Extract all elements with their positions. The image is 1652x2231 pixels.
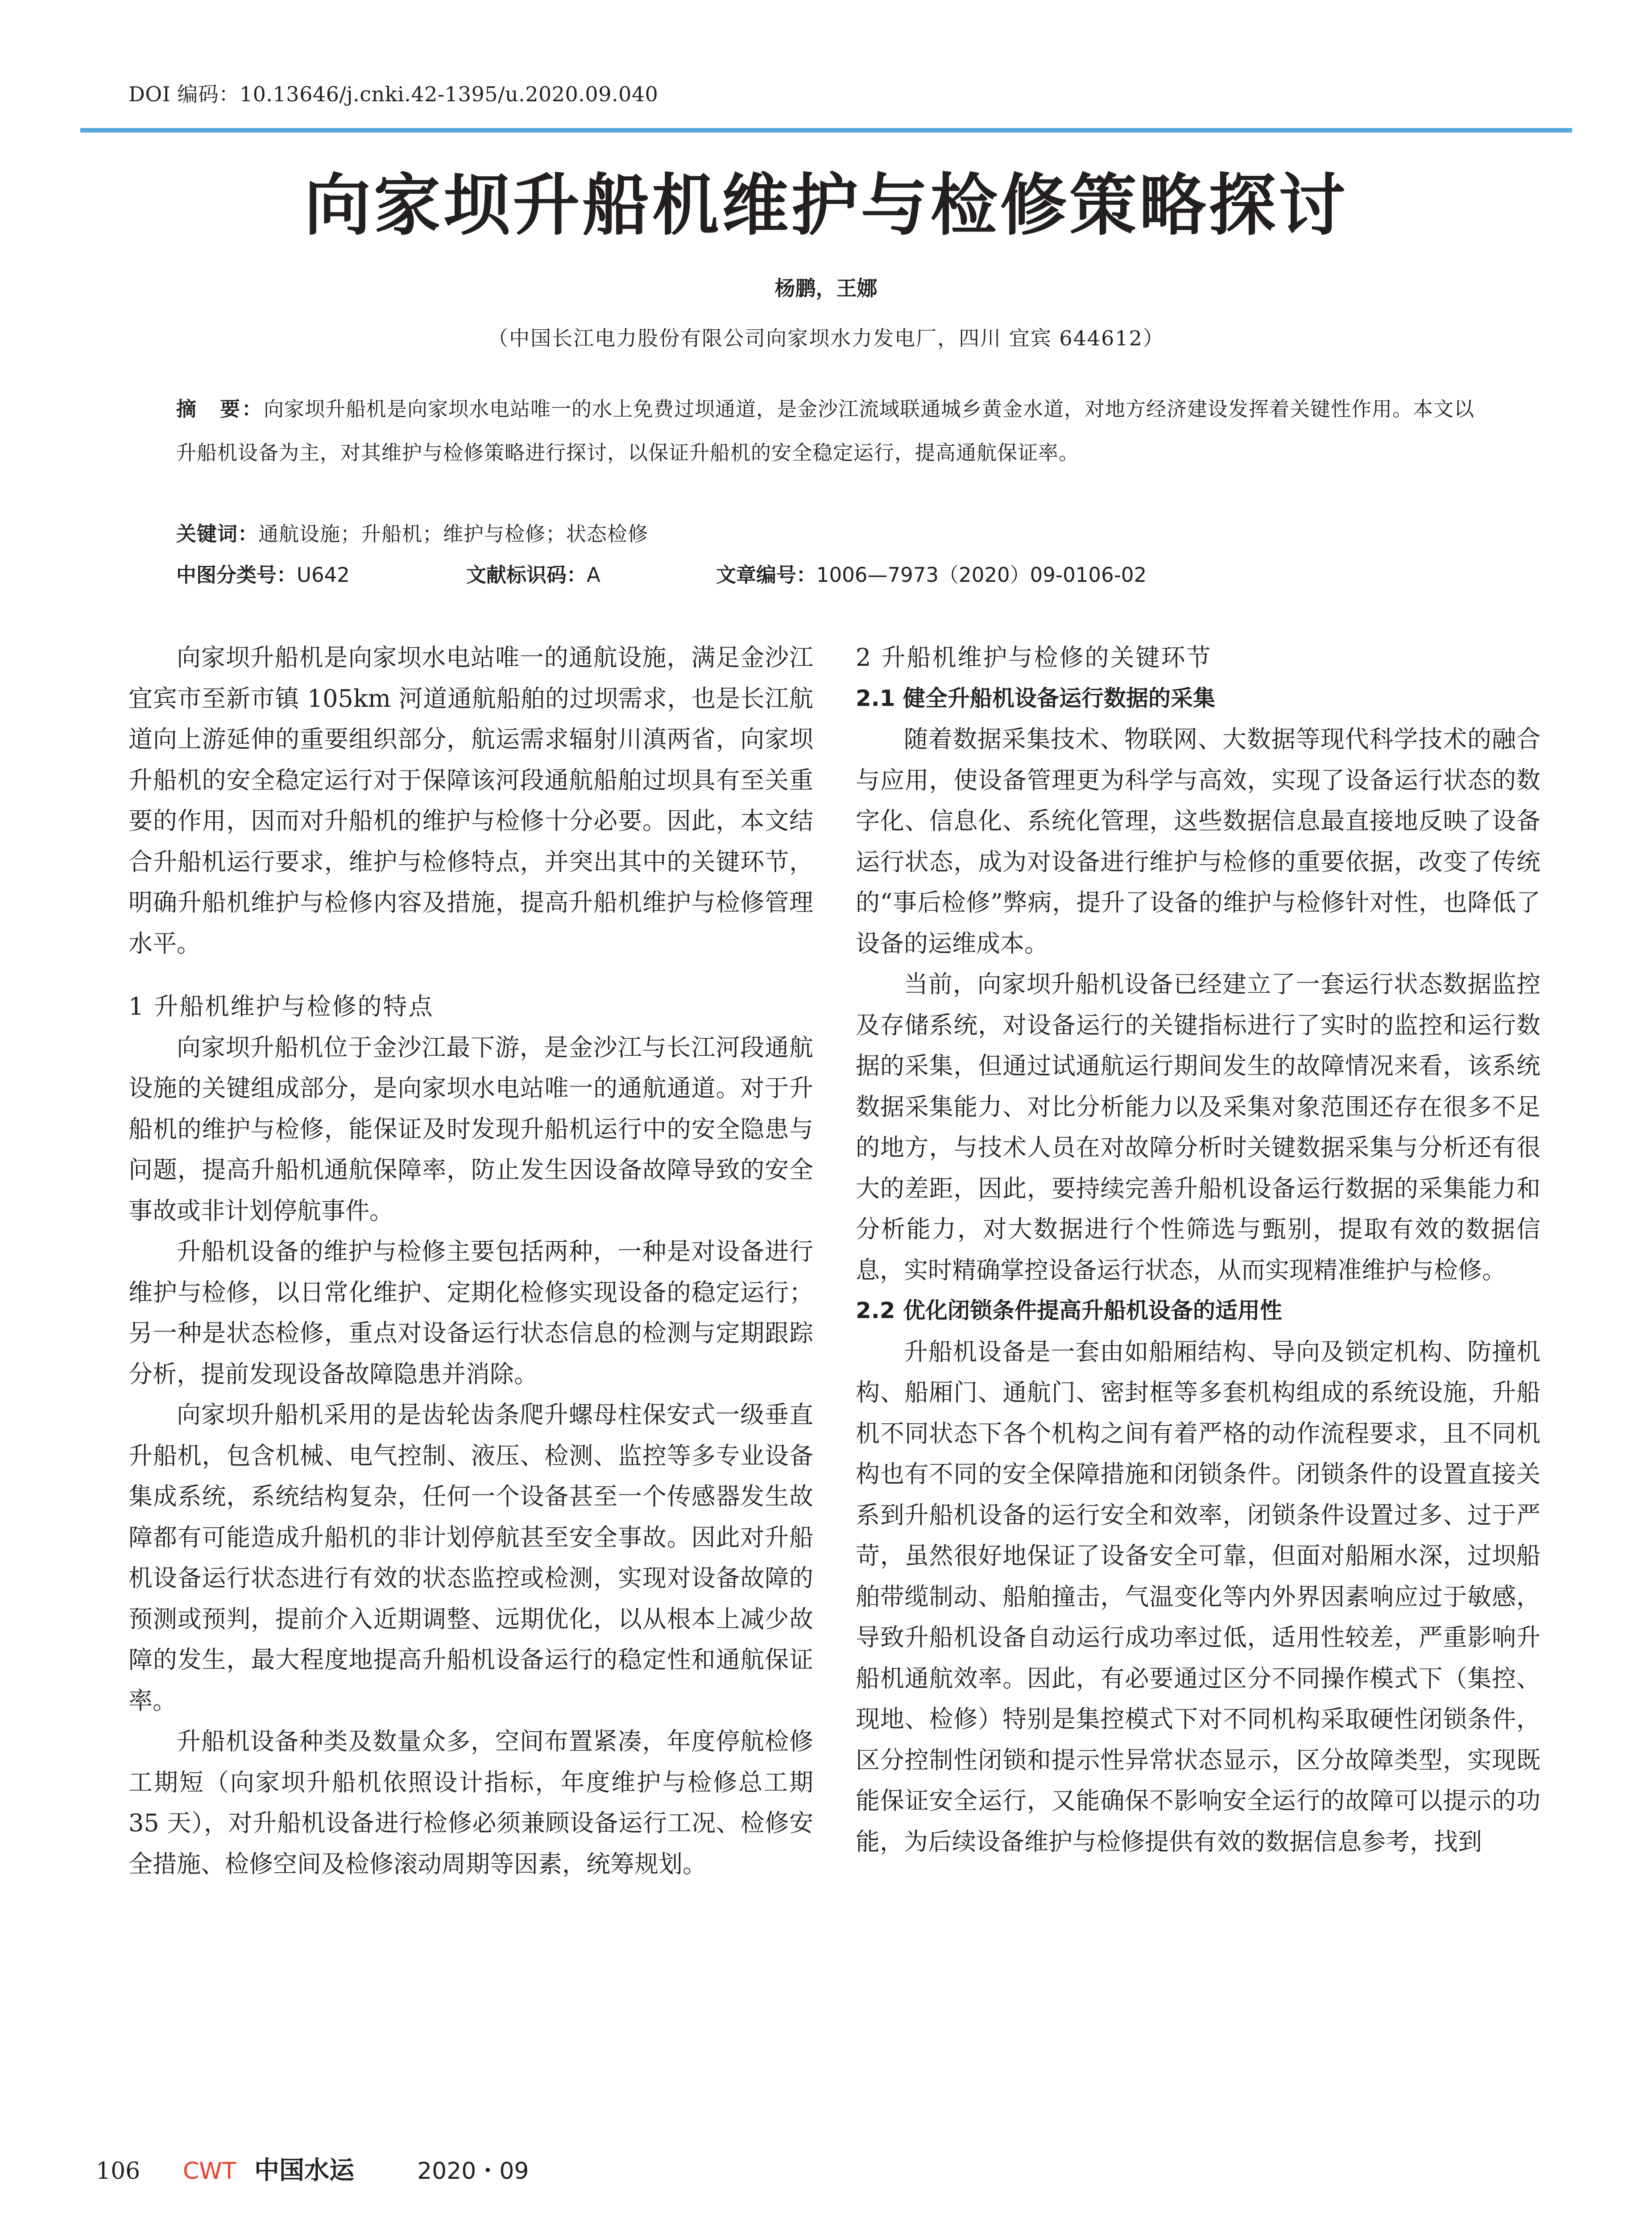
keywords	[176, 512, 648, 556]
clc-number	[176, 553, 466, 597]
abstract	[176, 387, 1486, 475]
subsection-heading-2-1: 2.1 健全升船机设备运行数据的采集	[856, 685, 1215, 711]
article-number-label: 文章编号：	[716, 563, 817, 587]
article-number-value: 1006—7973（2020）09-0106-02	[816, 563, 1147, 587]
issue-date: 2020・09	[417, 2158, 529, 2185]
magazine-name: 中国水运	[254, 2156, 354, 2185]
abstract-text: 向家坝升船机是向家坝水电站唯一的水上免费过坝通道，是金沙江流域联通城乡黄金水道，对地方经济建设发挥着关键性作用。本文以升船机设备为主，对其维护与检修策略进行探讨，以保证升船机的安全稳定运行，提高通航保证率。	[176, 397, 1475, 464]
doc-code	[466, 553, 716, 597]
page-footer	[96, 2151, 529, 2186]
paragraph-intro: 向家坝升船机是向家坝水电站唯一的通航设施，满足金沙江宜宾市至新市镇 105km 河道通航船舶的过坝需求，也是长江航道向上游延伸的重要组织部分，航运需求辐射川滇两省，向家坝升船机的安全稳定运行对于保障该河段通航船舶过坝具有至关重要的作用，因而对升船机的维护与检修十分必要。因此，本文结合升船机运行要求，维护与检修特点，并突出其中的关键环节，明确升船机维护与检修内容及措施，提高升船机维护与检修管理水平。	[128, 643, 813, 958]
page-number: 106	[96, 2158, 141, 2185]
section-heading-1: 1 升船机维护与检修的特点	[128, 992, 434, 1020]
affiliation: （中国长江电力股份有限公司向家坝水力发电厂，四川 宜宾 644612）	[488, 326, 1164, 350]
paragraph: 升船机设备是一套由如船厢结构、导向及锁定机构、防撞机构、船厢门、通航门、密封框等多套机构组成的系统设施，升船机不同状态下各个机构之间有着严格的动作流程要求，且不同机构也有不同的安全保障措施和闭锁条件。闭锁条件的设置直接关系到升船机设备的运行安全和效率，闭锁条件设置过多、过于严苛，虽然很好地保证了设备安全可靠，但面对船厢水深，过坝船舶带缆制动、船舶撞击，气温变化等内外界因素响应过于敏感，导致升船机设备自动运行成功率过低，适用性较差，严重影响升船机通航效率。因此，有必要通过区分不同操作模式下（集控、现地、检修）特别是集控模式下对不同机构采取硬性闭锁条件，区分控制性闭锁和提示性异常状态显示，区分故障类型，实现既能保证安全运行，又能确保不影响安全运行的故障可以提示的功能，为后续设备维护与检修提供有效的数据信息参考，找到	[856, 1337, 1540, 1856]
doc-code-value: A	[587, 563, 600, 587]
keywords-label: 关键词：	[176, 522, 259, 546]
left-column	[128, 637, 813, 1884]
header-rule	[80, 128, 1572, 133]
clc-value: U642	[297, 563, 350, 587]
section-heading-2: 2 升船机维护与检修的关键环节	[856, 643, 1212, 672]
paragraph: 升船机设备的维护与检修主要包括两种，一种是对设备进行维护与检修，以日常化维护、定期化检修实现设备的稳定运行；另一种是状态检修，重点对设备运行状态信息的检测与定期跟踪分析，提前发现设备故障隐患并消除。	[128, 1237, 813, 1388]
doc-code-label: 文献标识码：	[466, 563, 587, 587]
article-number	[716, 553, 1147, 597]
paragraph: 升船机设备种类及数量众多，空间布置紧凑，年度停航检修工期短（向家坝升船机依照设计指标，年度维护与检修总工期 35 天），对升船机设备进行检修必须兼顾设备运行工况、检修安全措施、检修空间及检修滚动周期等因素，统筹规划。	[128, 1727, 813, 1878]
subsection-heading-2-2: 2.2 优化闭锁条件提高升船机设备的适用性	[856, 1298, 1282, 1323]
paragraph: 当前，向家坝升船机设备已经建立了一套运行状态数据监控及存储系统，对设备运行的关键指标进行了实时的监控和运行数据的采集，但通过试通航运行期间发生的故障情况来看，该系统数据采集能力、对比分析能力以及采集对象范围还存在很多不足的地方，与技术人员在对故障分析时关键数据采集与分析还有很大的差距，因此，要持续完善升船机设备运行数据的采集能力和分析能力，对大数据进行个性筛选与甄别，提取有效的数据信息，实时精确掌控设备运行状态，从而实现精准维护与检修。	[856, 970, 1540, 1284]
brand-logo: CWT	[183, 2158, 236, 2185]
paragraph: 向家坝升船机位于金沙江最下游，是金沙江与长江河段通航设施的关键组成部分，是向家坝水电站唯一的通航通道。对于升船机的维护与检修，能保证及时发现升船机运行中的安全隐患与问题，提高升船机通航保障率，防止发生因设备故障导致的安全事故或非计划停航事件。	[128, 1033, 813, 1225]
abstract-label: 摘 要：	[176, 397, 264, 421]
paragraph: 随着数据采集技术、物联网、大数据等现代科学技术的融合与应用，使设备管理更为科学与高效，实现了设备运行状态的数字化、信息化、系统化管理，这些数据信息最直接地反映了设备运行状态，成为对设备进行维护与检修的重要依据，改变了传统的“事后检修”弊病，提升了设备的维护与检修针对性，也降低了设备的运维成本。	[856, 725, 1540, 958]
classification-line	[176, 553, 1147, 597]
paragraph: 向家坝升船机采用的是齿轮齿条爬升螺母柱保安式一级垂直升船机，包含机械、电气控制、液压、检测、监控等多专业设备集成系统，系统结构复杂，任何一个设备甚至一个传感器发生故障都有可能造成升船机的非计划停航甚至安全事故。因此对升船机设备运行状态进行有效的状态监控或检测，实现对设备故障的预测或预判，提前介入近期调整、远期优化，以从根本上减少故障的发生，最大程度地提高升船机设备运行的稳定性和通航保证率。	[128, 1401, 813, 1715]
right-column	[856, 637, 1540, 1862]
authors: 杨鹏，王娜	[774, 276, 878, 300]
keywords-text: 通航设施；升船机；维护与检修；状态检修	[258, 522, 649, 546]
doi-line: DOI 编码：10.13646/j.cnki.42-1395/u.2020.09.040	[128, 82, 658, 106]
clc-label: 中图分类号：	[176, 563, 297, 587]
article-title: 向家坝升船机维护与检修策略探讨	[304, 166, 1348, 245]
